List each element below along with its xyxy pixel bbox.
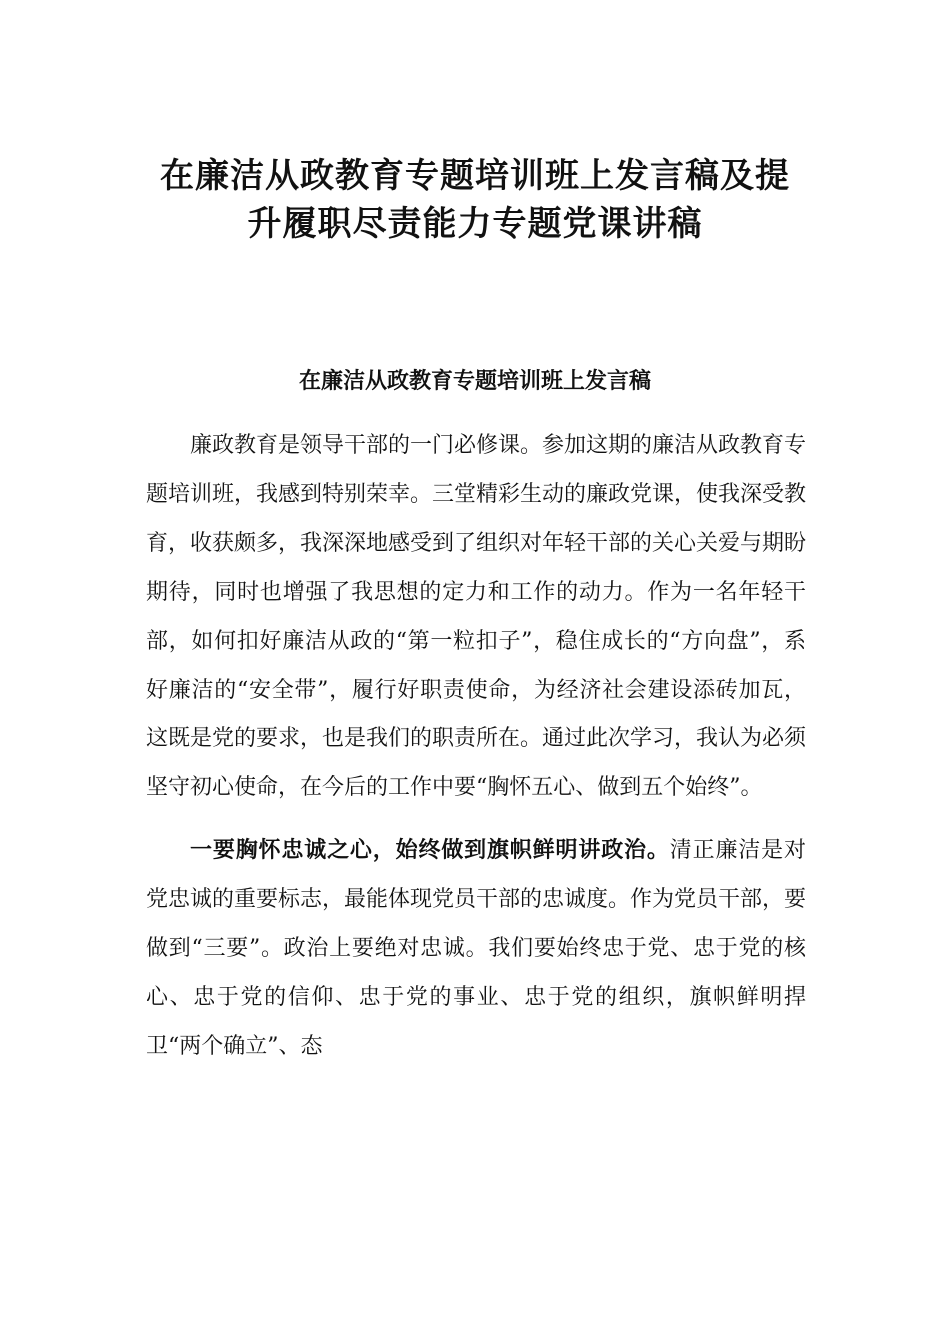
paragraph-lead: 一要胸怀忠诚之心，始终做到旗帜鲜明讲政治。 [190,838,670,864]
section-heading: 在廉洁从政教育专题培训班上发言稿 [298,369,651,394]
paragraph-text: 清正廉洁是对党忠诚的重要标志，最能体现党员干部的忠诚度。作为党员干部，要做到“三要”。政治上要绝对忠诚。我们要始终忠于党、忠于党的核心、忠于党的信仰、忠于党的事业、忠于党的组织，旗帜鲜明捍卫“两个确立”、态 [146,838,807,1059]
paragraph-loyalty [146,827,806,1072]
document-title [110,152,840,248]
paragraph-intro [146,422,806,813]
document-title-line-2: 升履职尽责能力专题党课讲稿 [247,204,703,244]
document-body [146,422,806,1072]
paragraph-text: 廉政教育是领导干部的一门必修课。参加这期的廉洁从政教育专题培训班，我感到特别荣幸。三堂精彩生动的廉政党课，使我深受教育，收获颇多，我深深地感受到了组织对年轻干部的关心关爱与期盼期待，同时也增强了我思想的定力和工作的动力。作为一名年轻干部，如何扣好廉洁从政的“第一粒扣子”，稳住成长的“方向盘”，系好廉洁的“安全带”，履行好职责使命，为经济社会建设添砖加瓦，这既是党的要求，也是我们的职责所在。通过此次学习，我认为必须坚守初心使命，在今后的工作中要“胸怀五心、做到五个始终”。 [146,433,807,801]
document-title-line-1: 在廉洁从政教育专题培训班上发言稿及提 [160,156,790,196]
